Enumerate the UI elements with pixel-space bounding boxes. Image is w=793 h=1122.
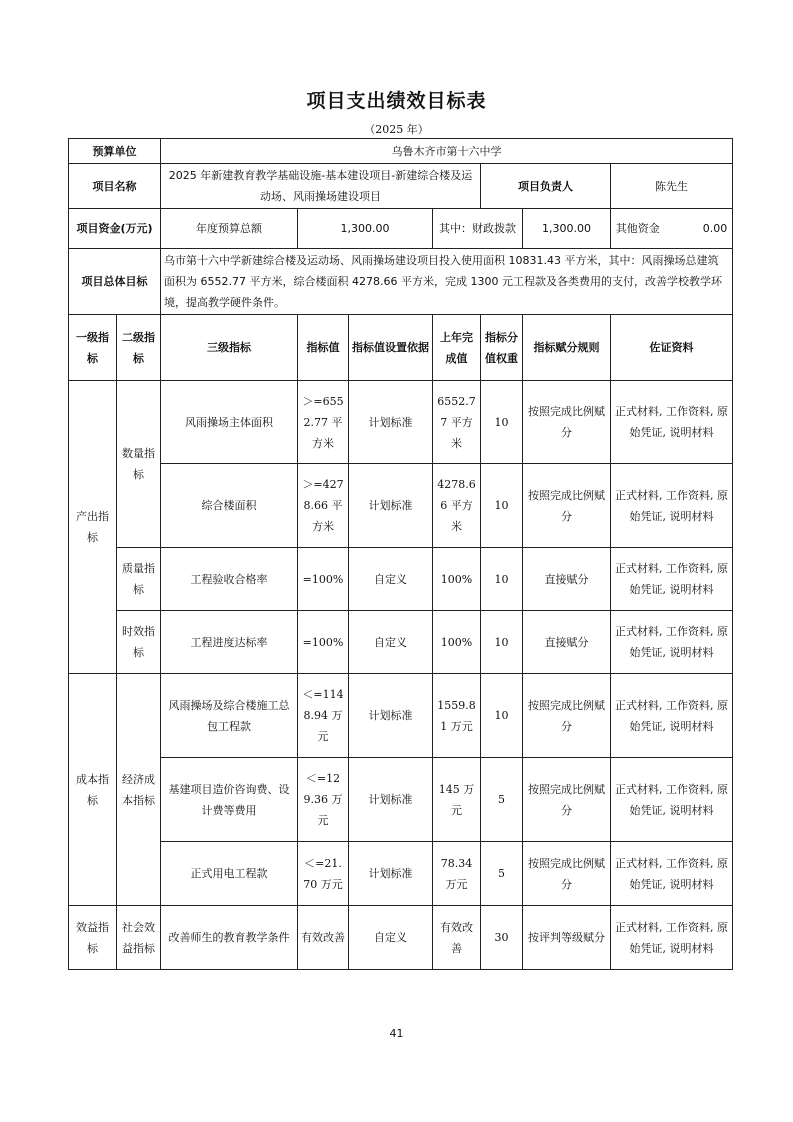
indicator-last: 100%: [433, 611, 481, 674]
goal-text: 乌市第十六中学新建综合楼及运动场、风雨操场建设项目投入使用面积 10831.43 平方米，其中：风雨操场总建筑面积为 6552.77 平方米，综合楼面积 4278.66 平方米，完成 1300 元工程款及各类费用的支付，改善学校教学环境，提高教学硬件条件。: [161, 249, 733, 315]
table-row: [69, 906, 733, 970]
row-funds: [69, 209, 733, 249]
project-owner-value: 陈先生: [611, 164, 733, 209]
indicator-name: 改善师生的教育教学条件: [161, 906, 298, 970]
annual-budget-value: 1,300.00: [298, 209, 433, 249]
indicator-value: ＞=6552.77 平方米: [298, 381, 349, 464]
indicator-name: 综合楼面积: [161, 464, 298, 548]
project-name-value: 2025 年新建教育教学基础设施-基本建设项目-新建综合楼及运动场、风雨操场建设项目: [161, 164, 481, 209]
indicator-rule: 按照完成比例赋分: [523, 464, 611, 548]
indicator-rule: 直接赋分: [523, 611, 611, 674]
header-l3: 三级指标: [161, 315, 298, 381]
indicator-name: 工程进度达标率: [161, 611, 298, 674]
page-title: 项目支出绩效目标表: [306, 90, 487, 112]
indicator-name: 基建项目造价咨询费、设计费等费用: [161, 758, 298, 842]
performance-table: [68, 138, 733, 970]
table-row: [69, 548, 733, 611]
project-owner-label: 项目负责人: [481, 164, 611, 209]
indicator-last: 78.34 万元: [433, 842, 481, 906]
group-social: 社会效益指标: [117, 906, 161, 970]
indicator-last: 100%: [433, 548, 481, 611]
header-last: 上年完成值: [433, 315, 481, 381]
indicator-evidence: 正式材料, 工作资料, 原始凭证, 说明材料: [611, 548, 733, 611]
year-label: （2025 年）: [364, 123, 429, 136]
table-row: [69, 464, 733, 548]
indicator-last: 145 万元: [433, 758, 481, 842]
indicator-evidence: 正式材料, 工作资料, 原始凭证, 说明材料: [611, 464, 733, 548]
group-quality: 质量指标: [117, 548, 161, 611]
row-headers: [69, 315, 733, 381]
project-name-label: 项目名称: [69, 164, 161, 209]
indicator-basis: 计划标准: [349, 464, 433, 548]
fiscal-label: 其中：财政拨款: [433, 209, 523, 249]
indicator-name: 风雨操场及综合楼施工总包工程款: [161, 674, 298, 758]
indicator-value: =100%: [298, 548, 349, 611]
indicator-value: 有效改善: [298, 906, 349, 970]
indicator-evidence: 正式材料, 工作资料, 原始凭证, 说明材料: [611, 381, 733, 464]
header-l1: 一级指标: [69, 315, 117, 381]
other-funds-amount: 0.00: [702, 222, 728, 235]
indicator-value: =100%: [298, 611, 349, 674]
group-timeliness: 时效指标: [117, 611, 161, 674]
row-overall-goal: [69, 249, 733, 315]
indicator-name: 风雨操场主体面积: [161, 381, 298, 464]
indicator-evidence: 正式材料, 工作资料, 原始凭证, 说明材料: [611, 758, 733, 842]
row-project-name: [69, 164, 733, 209]
indicator-value: ＞=4278.66 平方米: [298, 464, 349, 548]
group-economic: 经济成本指标: [117, 674, 161, 906]
indicator-weight: 10: [481, 381, 523, 464]
page-number: 41: [389, 1027, 404, 1040]
indicator-evidence: 正式材料, 工作资料, 原始凭证, 说明材料: [611, 674, 733, 758]
indicator-evidence: 正式材料, 工作资料, 原始凭证, 说明材料: [611, 842, 733, 906]
indicator-weight: 5: [481, 842, 523, 906]
indicator-basis: 自定义: [349, 611, 433, 674]
indicator-rule: 按照完成比例赋分: [523, 842, 611, 906]
table-row: [69, 758, 733, 842]
indicator-rule: 按照完成比例赋分: [523, 674, 611, 758]
indicator-basis: 计划标准: [349, 842, 433, 906]
indicator-rule: 按照完成比例赋分: [523, 758, 611, 842]
indicator-name: 正式用电工程款: [161, 842, 298, 906]
header-evidence: 佐证资料: [611, 315, 733, 381]
indicator-weight: 10: [481, 464, 523, 548]
indicator-weight: 30: [481, 906, 523, 970]
budget-unit-label: 预算单位: [69, 139, 161, 164]
indicator-value: ＜=21.70 万元: [298, 842, 349, 906]
indicator-rule: 直接赋分: [523, 548, 611, 611]
indicator-weight: 10: [481, 674, 523, 758]
row-budget-unit: [69, 139, 733, 164]
header-value: 指标值: [298, 315, 349, 381]
indicator-basis: 计划标准: [349, 674, 433, 758]
indicator-basis: 自定义: [349, 548, 433, 611]
other-funds-label: 其他资金: [615, 222, 660, 235]
group-cost: 成本指标: [69, 674, 117, 906]
indicator-weight: 10: [481, 611, 523, 674]
table-row: [69, 674, 733, 758]
indicator-value: ＜=129.36 万元: [298, 758, 349, 842]
indicator-basis: 计划标准: [349, 381, 433, 464]
indicator-rule: 按照完成比例赋分: [523, 381, 611, 464]
table-row: [69, 842, 733, 906]
indicator-last: 4278.66 平方米: [433, 464, 481, 548]
indicator-basis: 计划标准: [349, 758, 433, 842]
funds-label: 项目资金(万元): [69, 209, 161, 249]
fiscal-value: 1,300.00: [523, 209, 611, 249]
indicator-last: 1559.81 万元: [433, 674, 481, 758]
annual-budget-label: 年度预算总额: [161, 209, 298, 249]
indicator-last: 6552.77 平方米: [433, 381, 481, 464]
header-l2: 二级指标: [117, 315, 161, 381]
group-output: 产出指标: [69, 381, 117, 674]
goal-label: 项目总体目标: [69, 249, 161, 315]
indicator-last: 有效改善: [433, 906, 481, 970]
group-quantity: 数量指标: [117, 381, 161, 548]
indicator-weight: 10: [481, 548, 523, 611]
indicator-basis: 自定义: [349, 906, 433, 970]
table-row: [69, 381, 733, 464]
header-rule: 指标赋分规则: [523, 315, 611, 381]
indicator-evidence: 正式材料, 工作资料, 原始凭证, 说明材料: [611, 906, 733, 970]
indicator-value: ＜=1148.94 万元: [298, 674, 349, 758]
indicator-rule: 按评判等级赋分: [523, 906, 611, 970]
other-funds-value: [611, 209, 733, 249]
header-weight: 指标分值权重: [481, 315, 523, 381]
indicator-evidence: 正式材料, 工作资料, 原始凭证, 说明材料: [611, 611, 733, 674]
indicator-name: 工程验收合格率: [161, 548, 298, 611]
indicator-weight: 5: [481, 758, 523, 842]
group-benefit: 效益指标: [69, 906, 117, 970]
budget-unit-value: 乌鲁木齐市第十六中学: [161, 139, 733, 164]
table-row: [69, 611, 733, 674]
header-basis: 指标值设置依据: [349, 315, 433, 381]
